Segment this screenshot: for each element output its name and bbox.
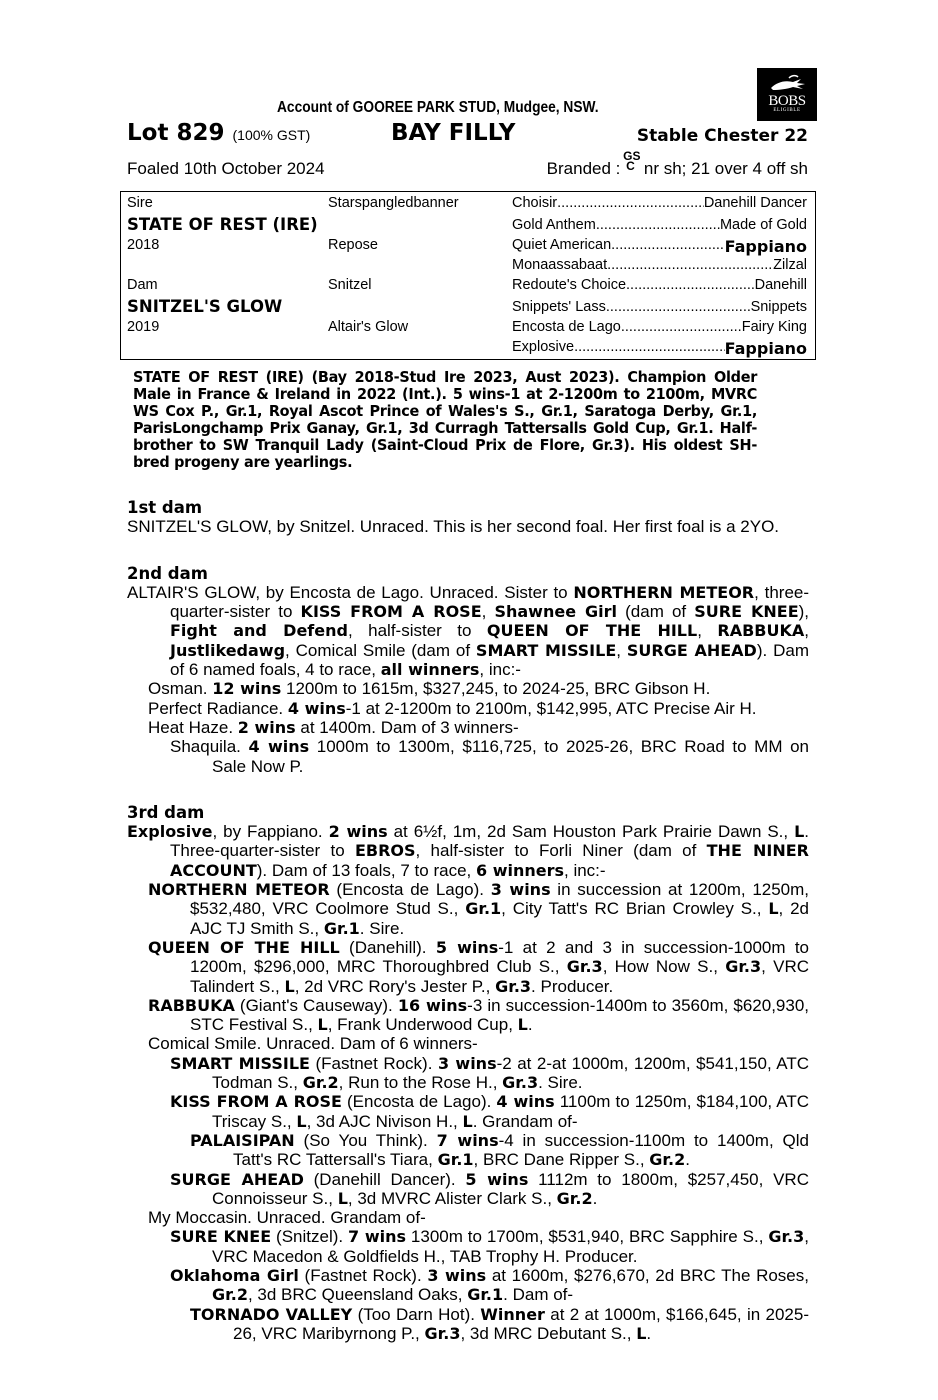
- progeny-entry: [127, 938, 809, 996]
- bold-text: EBROS: [354, 841, 416, 861]
- bold-text: Gr.1: [437, 1150, 474, 1170]
- bold-text: 12 wins: [212, 679, 282, 699]
- text: 1300m to 1700m, $531,940, BRC Sapphire S.,: [406, 1227, 769, 1247]
- bold-text: L: [517, 1015, 528, 1035]
- third-dam-heading: 3rd dam: [127, 802, 205, 822]
- bold-text: KISS FROM A ROSE: [300, 602, 482, 622]
- dam-year: 2019: [127, 319, 160, 335]
- bold-text: L: [337, 1188, 348, 1208]
- text: . Sire.: [359, 918, 405, 938]
- bold-text: L: [768, 899, 779, 919]
- bold-text: Fight and Defend: [170, 621, 348, 641]
- text: . Sire.: [538, 1073, 583, 1093]
- bold-text: 4 wins: [248, 737, 310, 757]
- text: -1 at 2-1200m to 2100m, $142,995, ATC Precise Air H.: [345, 698, 757, 718]
- first-dam-heading: 1st dam: [127, 498, 203, 517]
- dam-sire: Snitzel: [328, 277, 372, 293]
- text: at 2 at 1000m, $166,645, in 2025-26, VRC Maribyrnong P.,: [233, 1304, 809, 1343]
- bold-text: THE NINER ACCOUNT: [170, 841, 809, 880]
- bold-text: Gr.3: [566, 957, 603, 977]
- progeny-entry: [127, 1305, 809, 1344]
- lot-header: [127, 120, 808, 150]
- progeny-entry: [127, 1054, 809, 1093]
- ggp-row: [512, 195, 807, 211]
- text: , 2d VRC Rory's Jester P.,: [294, 976, 496, 996]
- ggp-sire: Fairy King: [741, 319, 807, 335]
- bold-text: SURE KNEE: [170, 1227, 272, 1247]
- bold-text: Gr.3: [725, 957, 762, 977]
- text: -4 in succession-1100m to 1400m, Qld Tatt's RC Tattersall's Tiara,: [233, 1130, 809, 1170]
- progeny-entry: [127, 1092, 809, 1131]
- text: 1000m to 1300m, $116,725, to 2025-26, BRC Road to MM on Sale Now P.: [212, 737, 809, 776]
- bold-text: TORNADO VALLEY: [190, 1304, 353, 1324]
- text: (Too Darn Hot).: [352, 1304, 481, 1324]
- bold-text: 2 wins: [237, 717, 296, 737]
- ggp-sire: Snippets: [750, 299, 807, 315]
- text: at 1400m. Dam of 3 winners-: [295, 717, 519, 737]
- bold-text: 2 wins: [328, 822, 388, 842]
- bobs-eligible-logo: [757, 68, 817, 121]
- dam-dam: Altair's Glow: [328, 319, 409, 335]
- text: (Giant's Causeway).: [234, 995, 398, 1015]
- ggp-sire: Fappiano: [724, 339, 807, 358]
- text: . Grandam of-: [472, 1111, 578, 1131]
- text: , 3d MVRC Alister Clark S.,: [347, 1188, 557, 1208]
- bold-text: SURGE AHEAD: [170, 1169, 304, 1189]
- bold-text: 3 wins: [490, 880, 551, 900]
- sire-dam: Repose: [328, 237, 378, 253]
- progeny-entry: [127, 699, 809, 718]
- text: ,: [804, 621, 809, 641]
- bold-text: L: [317, 1015, 328, 1035]
- bold-text: RABBUKA: [148, 995, 235, 1015]
- bold-text: 5 wins: [465, 1169, 529, 1189]
- progeny-entry: [127, 718, 809, 737]
- text: at 1600m, $276,670, 2d BRC The Roses,: [486, 1265, 809, 1285]
- ggp-sire: Danehill Dancer: [703, 195, 807, 211]
- text: (So You Think).: [294, 1130, 437, 1150]
- ggp-name: Gold Anthem: [512, 217, 596, 233]
- sire-biography: STATE OF REST (IRE) (Bay 2018-Stud Ire 2023, Aust 2023). Champion Older Male in France & Ireland in 2022 (Int.). 5 wins-1 at 2-1200m to 2100m, MVRC WS Cox P., Gr.1, Royal Ascot Prince of Wales's S., Gr.1, Saratoga Derby, Gr.1, ParisLongchamp Prix Ganay, Gr.1, 3d Curragh Tattersalls Gold Cup, Gr.1. Half-brother to SW Tranquil Lady (Saint-Cloud Prix de Flore, Gr.3). His oldest SH-bred progeny are yearlings.: [133, 368, 758, 471]
- third-dam-intro: [127, 822, 809, 880]
- progeny-entry: [127, 1034, 809, 1053]
- bold-text: L: [284, 976, 295, 996]
- bold-text: Gr.2: [556, 1188, 593, 1208]
- text: Shaquila.: [170, 737, 249, 757]
- text: , City Tatt's RC Brian Crowley S.,: [501, 899, 769, 919]
- text: -2 at 2-at 1000m, 1200m, $541,150, ATC Todman S.,: [212, 1053, 809, 1093]
- progeny-entry: [127, 1227, 809, 1266]
- bold-text: PALAISIPAN: [190, 1130, 295, 1150]
- text: (Fastnet Rock).: [298, 1265, 428, 1285]
- bold-text: Gr.3: [502, 1073, 539, 1093]
- ggp-row: [512, 319, 807, 335]
- text: . Three-quarter-sister to: [170, 822, 809, 861]
- dam-label: Dam: [127, 277, 158, 293]
- bold-text: 3 wins: [427, 1265, 487, 1285]
- brand-mark: [623, 149, 641, 177]
- text: Heat Haze.: [148, 717, 238, 737]
- bold-text: Winner: [480, 1304, 545, 1324]
- bold-text: 7 wins: [348, 1227, 407, 1247]
- bold-text: 5 wins: [435, 937, 499, 957]
- lot-number: [127, 120, 310, 146]
- text: Perfect Radiance.: [148, 698, 288, 718]
- brand-top: GS: [623, 149, 641, 163]
- text: , BRC Dane Ripper S.,: [473, 1150, 650, 1170]
- text: , VRC Talindert S.,: [190, 957, 809, 996]
- bold-text: QUEEN OF THE HILL: [486, 621, 698, 641]
- bold-text: KISS FROM A ROSE: [170, 1092, 342, 1112]
- text: ),: [798, 602, 810, 622]
- ggp-row: [512, 237, 807, 256]
- ggp-name: Snippets' Lass: [512, 299, 606, 315]
- text: ,: [616, 640, 627, 660]
- progeny-entry: [127, 679, 809, 698]
- third-dam-progeny: [127, 880, 809, 1343]
- bold-text: Gr.2: [302, 1073, 339, 1093]
- text: . Producer.: [531, 976, 614, 996]
- progeny-entry: [127, 1170, 809, 1209]
- ggp-name: Quiet American: [512, 237, 612, 253]
- text: , 3d MRC Debutant S.,: [460, 1323, 637, 1343]
- ggp-name: Choisir: [512, 195, 558, 211]
- text: , Run to the Rose H.,: [338, 1073, 503, 1093]
- text: , Frank Underwood Cup,: [327, 1015, 518, 1035]
- ggp-row: [512, 277, 807, 293]
- text: .: [592, 1188, 598, 1208]
- text: at 6½f, 1m, 2d Sam Houston Park Prairie Dawn S.,: [387, 822, 795, 842]
- text: ,: [481, 602, 495, 622]
- bold-text: QUEEN OF THE HILL: [148, 937, 340, 957]
- bold-text: SMART MISSILE: [170, 1053, 310, 1073]
- logo-text: BOBS: [768, 93, 806, 109]
- ggp-row: [512, 217, 807, 233]
- gst-note: (100% GST): [232, 127, 311, 143]
- progeny-entry: [127, 1266, 809, 1305]
- ggp-sire: Made of Gold: [719, 217, 807, 233]
- catalogue-body: [127, 490, 809, 1343]
- ggp-sire: Danehill: [754, 277, 807, 293]
- bold-text: Gr.3: [768, 1227, 805, 1247]
- bold-text: Gr.2: [212, 1285, 248, 1305]
- bold-text: Gr.3: [495, 976, 532, 996]
- dam-name: SNITZEL'S GLOW: [127, 297, 283, 316]
- text: , inc:-: [479, 660, 521, 680]
- stable-location: Stable Chester 22: [636, 126, 808, 146]
- text: , Comical Smile (dam of: [285, 640, 476, 660]
- ggp-name: Explosive: [512, 339, 575, 355]
- bold-text: Shawnee Girl: [494, 602, 618, 622]
- text: , 3d BRC Queensland Oaks,: [247, 1285, 468, 1305]
- text: ,: [697, 621, 718, 641]
- text: in succession at 1200m, 1250m, $532,480, VRC Coolmore Stud S.,: [190, 880, 810, 919]
- progeny-entry: [127, 880, 809, 938]
- brand-description: [546, 149, 808, 179]
- text: , inc:-: [564, 860, 606, 880]
- text: (Danehill).: [339, 937, 436, 957]
- bold-text: NORTHERN METEOR: [573, 582, 755, 602]
- sire-label: Sire: [127, 195, 153, 211]
- bold-text: NORTHERN METEOR: [148, 880, 330, 900]
- text: , 3d AJC Nivison H.,: [306, 1111, 463, 1131]
- ggp-name: Redoute's Choice: [512, 277, 627, 293]
- text: .: [527, 1015, 533, 1035]
- text: (Danehill Dancer).: [303, 1169, 466, 1189]
- text: , half-sister to: [347, 621, 487, 641]
- bold-text: Oklahoma Girl: [170, 1265, 299, 1285]
- bold-text: L: [794, 822, 805, 842]
- second-dam-intro: [127, 583, 809, 679]
- pedigree-table: [120, 191, 816, 360]
- bold-text: SURE KNEE: [694, 602, 799, 622]
- text: 1200m to 1615m, $327,245, to 2024-25, BRC Gibson H.: [281, 679, 711, 699]
- ggp-name: Monaassabaat: [512, 257, 608, 273]
- bold-text: all winners: [380, 660, 480, 680]
- bold-text: 4 wins: [496, 1092, 555, 1112]
- bold-text: SURGE AHEAD: [626, 640, 757, 660]
- ggp-sire: Fappiano: [724, 237, 807, 256]
- sire-year: 2018: [127, 237, 160, 253]
- bold-text: Explosive: [127, 822, 213, 842]
- bold-text: L: [462, 1111, 473, 1131]
- ggp-row: [512, 299, 807, 315]
- text: My Moccasin. Unraced. Grandam of-: [148, 1208, 426, 1228]
- ggp-row: [512, 339, 807, 358]
- ggp-sire: Zilzal: [773, 257, 807, 273]
- second-dam-heading: 2nd dam: [127, 563, 208, 583]
- logo-subtext: ELIGIBLE: [773, 108, 801, 113]
- text: . Dam of-: [503, 1285, 574, 1305]
- text: .: [646, 1323, 652, 1343]
- branded-label: Branded :: [546, 159, 621, 178]
- bold-text: Gr.1: [323, 918, 360, 938]
- text: Osman.: [148, 679, 213, 699]
- text: 1112m to 1800m, $257,450, VRC Connoisseur S.,: [212, 1169, 809, 1208]
- text: , VRC Macedon & Goldfields H., TAB Trophy H. Producer.: [212, 1227, 809, 1266]
- text: , three-quarter-sister to: [170, 582, 810, 622]
- bold-text: 16 wins: [397, 995, 468, 1015]
- text: , How Now S.,: [602, 957, 726, 977]
- text: , 2d AJC TJ Smith S.,: [190, 899, 810, 938]
- first-dam-text: SNITZEL'S GLOW, by Snitzel. Unraced. This is her second foal. Her first foal is a 2YO.: [127, 517, 780, 537]
- text: -1 at 2 and 3 in succession-1000m to 1200m, $296,000, MRC Thoroughbred Club S.,: [190, 937, 809, 977]
- text: (Snitzel).: [271, 1227, 348, 1247]
- bold-text: Gr.1: [465, 899, 502, 919]
- bold-text: 7 wins: [436, 1130, 499, 1150]
- ggp-name: Encosta de Lago: [512, 319, 621, 335]
- bold-text: Justlikedawg: [170, 640, 286, 660]
- text: 1100m to 1250m, $184,100, ATC Triscay S.,: [212, 1092, 810, 1131]
- text: -3 in succession-1400m to 3560m, $620,930, STC Festival S.,: [190, 995, 810, 1035]
- progeny-entry: [127, 1208, 809, 1227]
- horse-description: BAY FILLY: [391, 120, 516, 146]
- foaled-date: Foaled 10th October 2024: [127, 159, 325, 178]
- vendor-account: Account of GOOREE PARK STUD, Mudgee, NSW.: [277, 99, 599, 116]
- text: , by Fappiano.: [212, 822, 329, 842]
- bold-text: 4 wins: [287, 698, 346, 718]
- sire-sire: Starspangledbanner: [328, 195, 459, 211]
- progeny-entry: [127, 996, 809, 1035]
- text: (dam of: [617, 602, 695, 622]
- bold-text: L: [296, 1111, 307, 1131]
- brand-bottom: C: [626, 159, 635, 173]
- text: .: [685, 1150, 690, 1170]
- horse-head-icon: [767, 74, 807, 94]
- text: ). Dam of 6 named foals, 4 to race,: [170, 640, 809, 680]
- bold-text: Gr.3: [424, 1323, 461, 1343]
- bold-text: RABBUKA: [717, 621, 805, 641]
- bold-text: SMART MISSILE: [475, 640, 617, 660]
- text: ALTAIR'S GLOW, by Encosta de Lago. Unraced. Sister to: [127, 582, 574, 602]
- progeny-entry: [127, 1131, 809, 1170]
- text: (Encosta de Lago).: [341, 1092, 497, 1112]
- bold-text: 3 wins: [437, 1053, 497, 1073]
- text: , half-sister to Forli Niner (dam of: [415, 841, 707, 861]
- brand-detail: nr sh; 21 over 4 off sh: [643, 159, 808, 178]
- ggp-row: [512, 257, 807, 273]
- sire-name: STATE OF REST (IRE): [127, 215, 318, 234]
- text: (Fastnet Rock).: [309, 1053, 438, 1073]
- text: ). Dam of 13 foals, 7 to race,: [256, 860, 476, 880]
- bold-text: L: [636, 1323, 647, 1343]
- lot-label: Lot 829: [127, 120, 225, 146]
- progeny-entry: [127, 737, 809, 776]
- bold-text: Gr.2: [649, 1150, 686, 1170]
- text: Comical Smile. Unraced. Dam of 6 winners-: [148, 1034, 478, 1054]
- text: (Encosta de Lago).: [329, 880, 491, 900]
- second-dam-progeny: [127, 679, 809, 775]
- bold-text: Gr.1: [467, 1285, 504, 1305]
- bold-text: 6 winners: [475, 860, 564, 880]
